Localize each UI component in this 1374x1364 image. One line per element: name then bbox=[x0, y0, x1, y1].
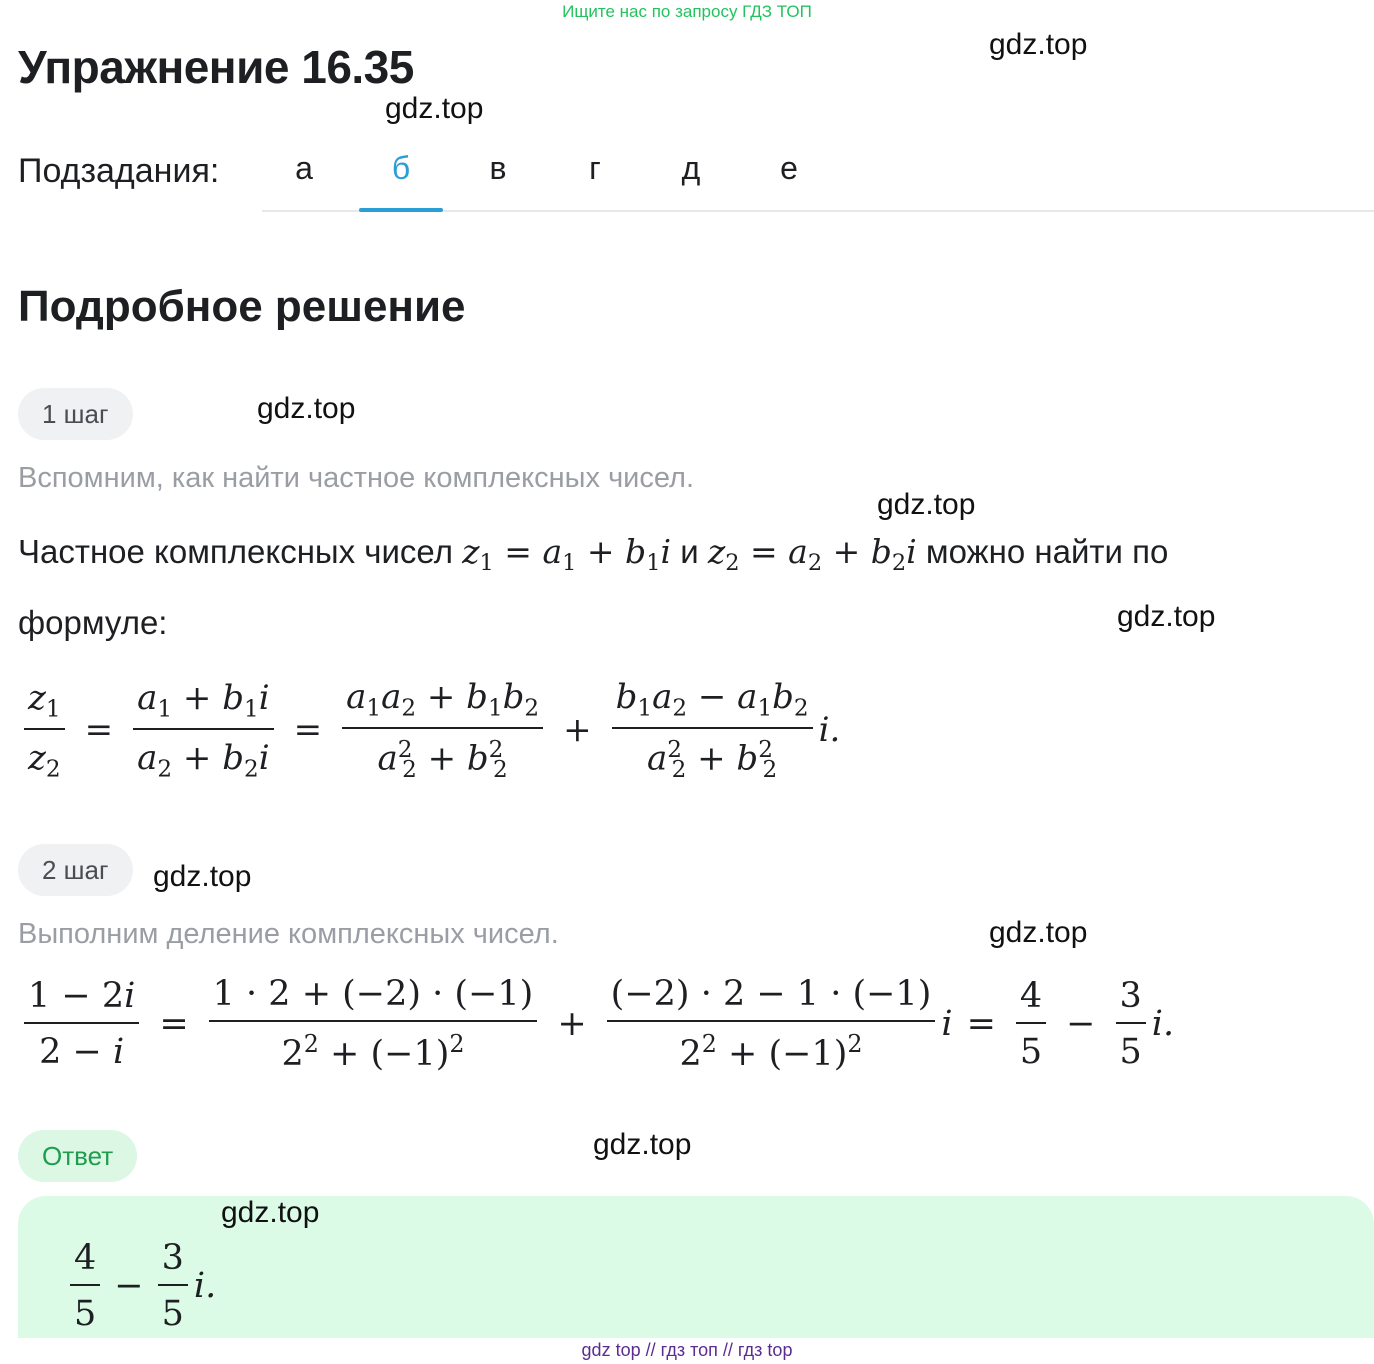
tab-v[interactable]: в bbox=[489, 150, 507, 186]
subtasks-label: Подзадания: bbox=[18, 152, 220, 190]
step-1-hint: Вспомним, как найти частное комплексных чисел. bbox=[18, 462, 695, 494]
text-part-b: можно найти по bbox=[925, 533, 1169, 570]
watermark: gdz.top bbox=[257, 392, 356, 425]
watermark: gdz.top bbox=[593, 1128, 692, 1161]
text-part-a: Частное комплексных чисел bbox=[18, 533, 453, 570]
step-1-text-cont: формуле: bbox=[18, 604, 168, 641]
step-2-badge: 2 шаг bbox=[18, 844, 133, 896]
watermark: gdz.top bbox=[989, 28, 1088, 61]
footer-links[interactable]: gdz top // гдз топ // гдз top bbox=[0, 1338, 1374, 1364]
step-2-hint: Выполним деление комплексных чисел. bbox=[18, 918, 559, 950]
math-z1: $z_1 = a_1 + b_1i$ bbox=[462, 532, 672, 577]
top-banner[interactable]: Ищите нас по запросу ГДЗ ТОП bbox=[562, 2, 812, 21]
section-title: Подробное решение bbox=[18, 282, 466, 331]
watermark: gdz.top bbox=[153, 860, 252, 893]
page-title: Упражнение 16.35 bbox=[18, 41, 414, 93]
math-z2: $z_2 = a_2 + b_2i$ bbox=[707, 532, 917, 577]
tab-e[interactable]: е bbox=[780, 150, 798, 186]
division-formula: $\frac{z_1}{z_2}$ = $\frac{a_1 + b_1i}{a_2 + b_2i}$ = $\frac{a_1a_2 + b_1b_2}{a^2_2 + b^2_2}$ + $\frac{b_1a_2 - a_1b_2}{a^2_2 + b^2_2}$ i. bbox=[18, 672, 840, 788]
watermark: gdz.top bbox=[385, 92, 484, 125]
step-1-text bbox=[18, 532, 1168, 576]
watermark: gdz.top bbox=[877, 488, 976, 521]
tab-d[interactable]: д bbox=[681, 150, 701, 186]
tab-a[interactable]: а bbox=[295, 150, 313, 186]
answer-formula: $\frac{4}{5}$ − $\frac{3}{5}$ i. bbox=[64, 1236, 216, 1336]
watermark: gdz.top bbox=[221, 1196, 320, 1229]
watermark: gdz.top bbox=[989, 916, 1088, 949]
step-1-badge: 1 шаг bbox=[18, 388, 133, 440]
watermark: gdz.top bbox=[1117, 600, 1216, 633]
tab-b-active[interactable]: б bbox=[359, 150, 443, 212]
text-and: и bbox=[680, 533, 699, 570]
computation-formula: $\frac{1 - 2i}{2 - i}$ = $\frac{1 \cdot 2 + (-2) \cdot (-1)}{2^2 + (-1)^2}$ + $\frac{(-2) \cdot 2 - 1 \cdot (-1)}{2^2 + (-1)^2}$ i = $\frac{4}{5}$ − $\frac{3}{5}$ i. bbox=[18, 964, 1174, 1084]
answer-badge: Ответ bbox=[18, 1130, 137, 1182]
tab-g[interactable]: г bbox=[589, 150, 601, 186]
